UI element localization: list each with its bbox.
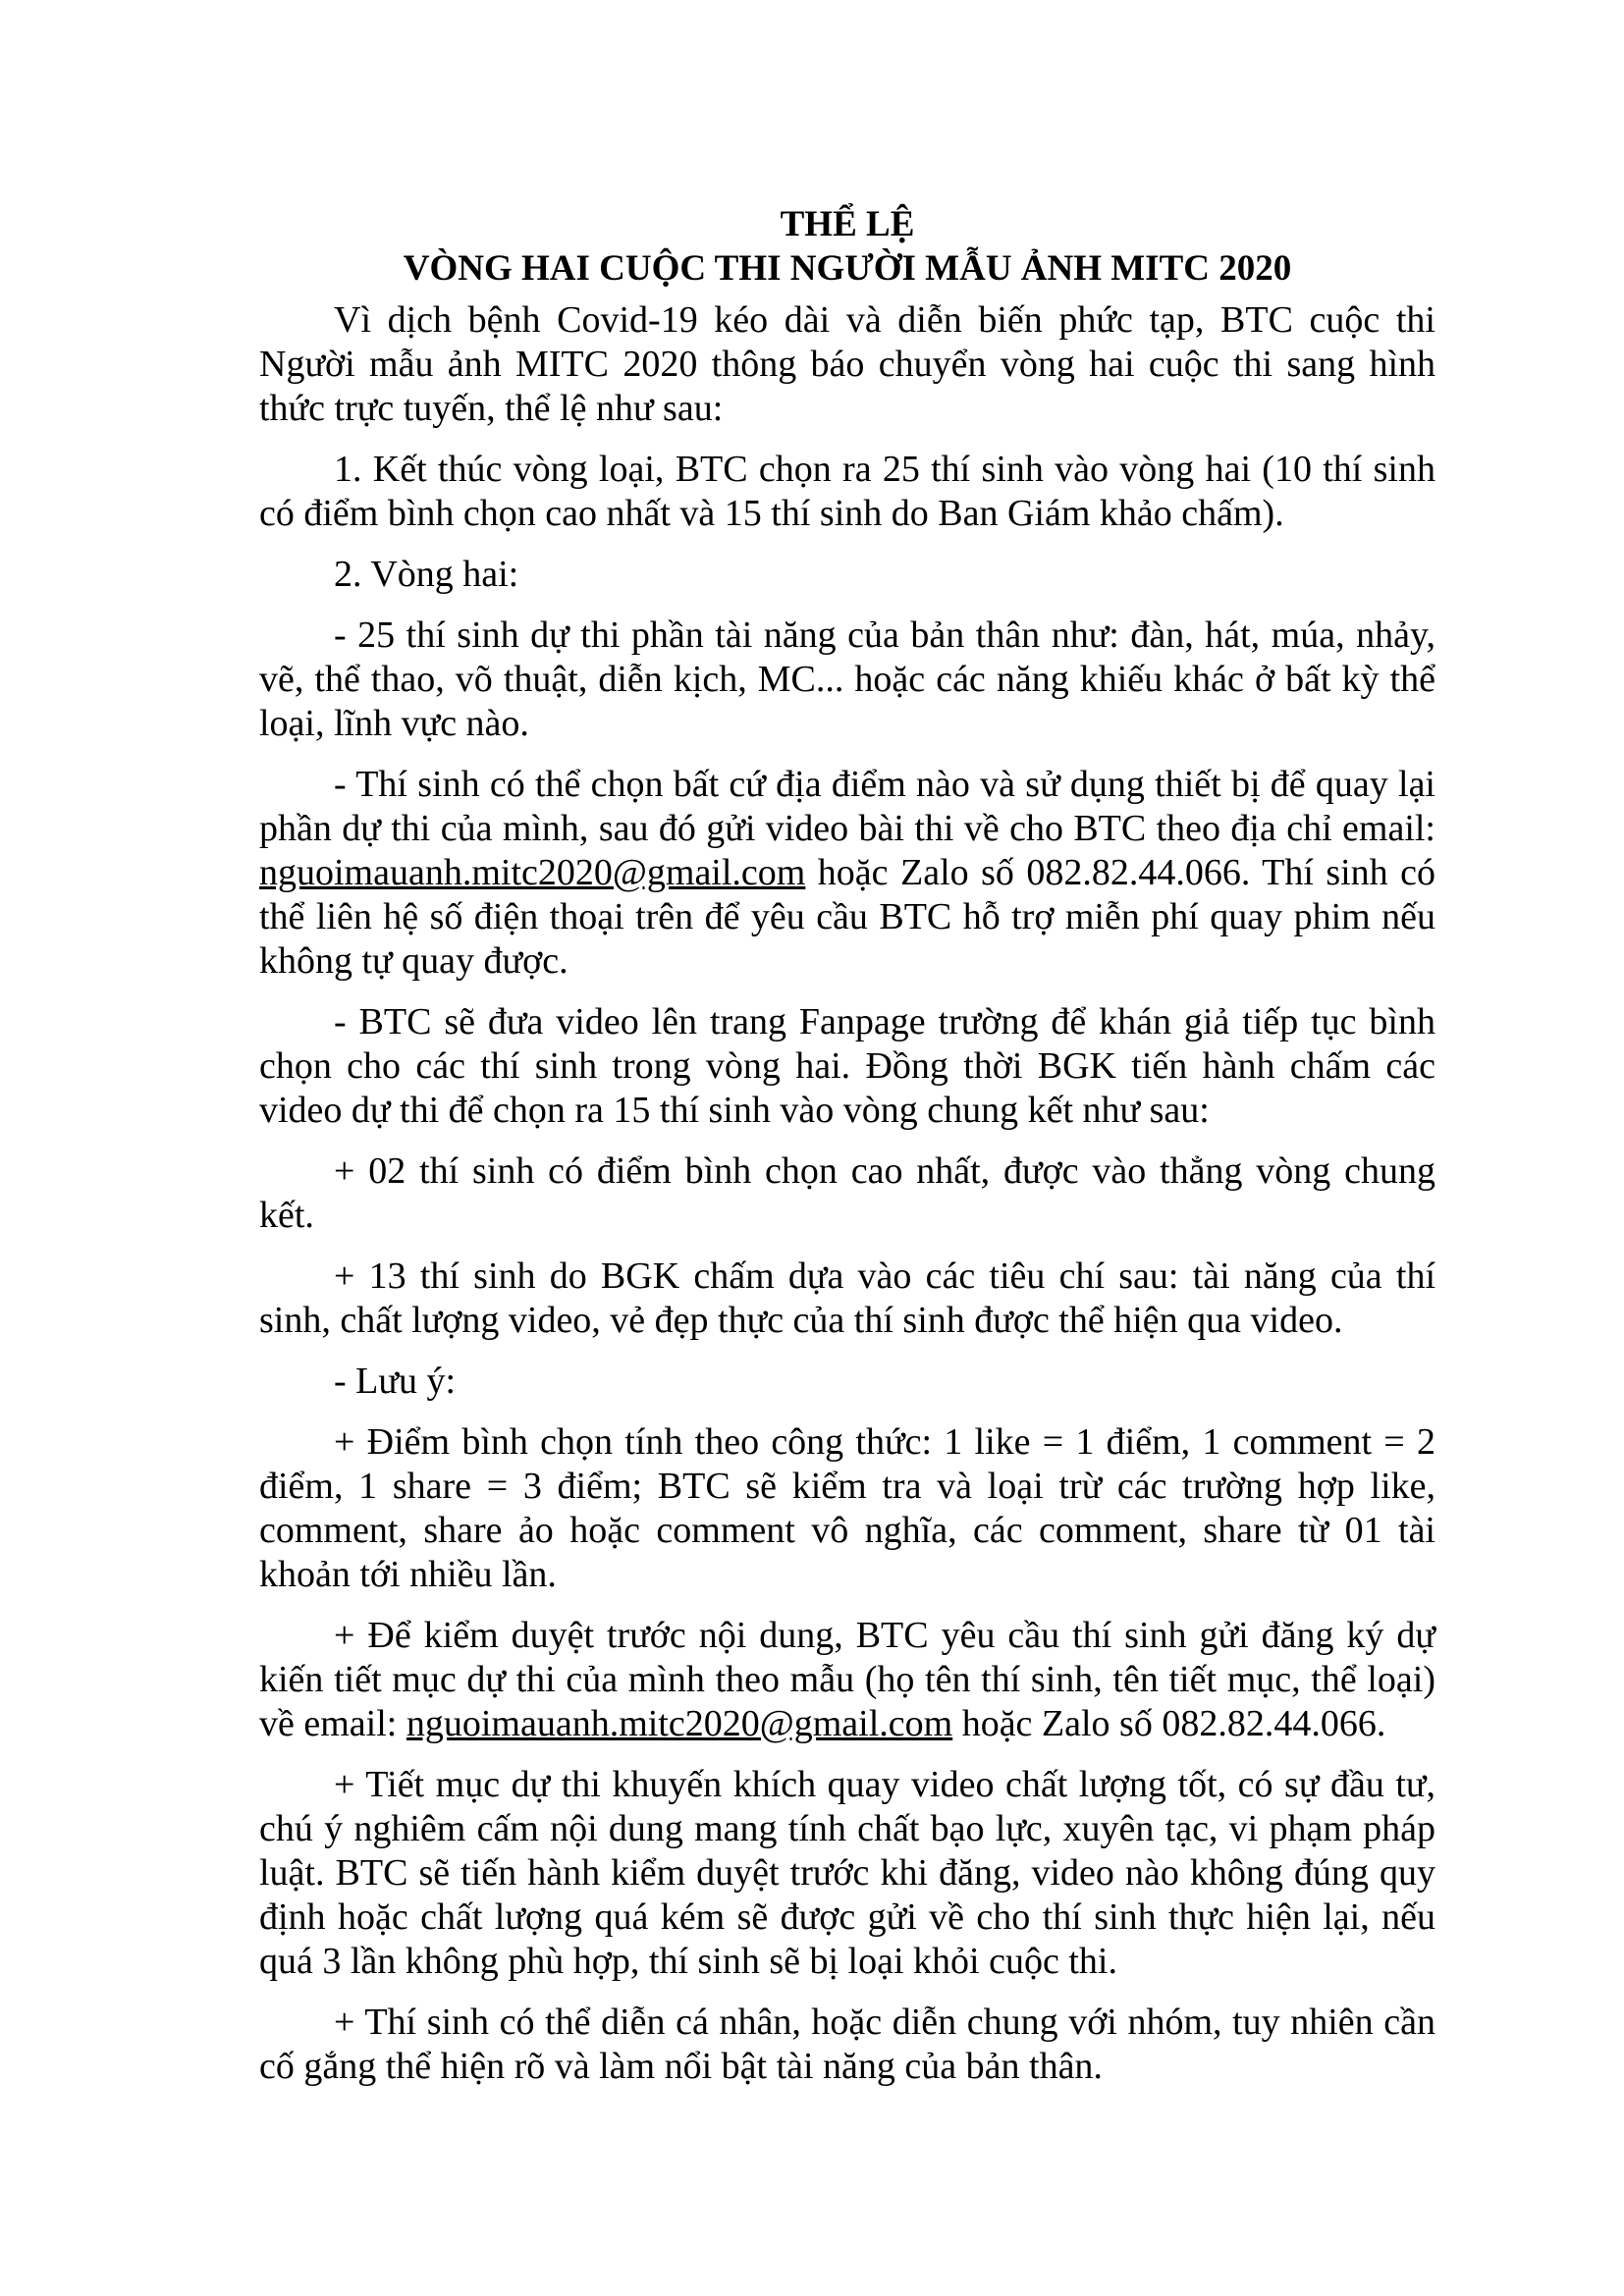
note-scoring-paragraph: + Điểm bình chọn tính theo công thức: 1 like = 1 điểm, 1 comment = 2 điểm, 1 share = 3 điểm; BTC sẽ kiểm tra và loại trừ các trường hợp like, comment, share ảo hoặc comment vô nghĩa, các comment, share từ 01 tài khoản tới nhiều lần. [259,1421,1435,1595]
registration-text-after: hoặc Zalo số 082.82.44.066. [952,1703,1386,1744]
note-quality-paragraph: + Tiết mục dự thi khuyến khích quay video chất lượng tốt, có sự đầu tư, chú ý nghiêm cấm nội dung mang tính chất bạo lực, xuyên tạc, vi phạm pháp luật. BTC sẽ tiến hành kiểm duyệt trước khi đăng, video nào không đúng quy định hoặc chất lượng quá kém sẽ được gửi về cho thí sinh thực hiện lại, nếu quá 3 lần không phù hợp, thí sinh sẽ bị loại khỏi cuộc thi. [259,1764,1435,1982]
submission-text-after: hoặc Zalo số 082.82.44.066. Thí sinh có thể liên hệ số điện thoại trên để yêu cầu BTC hỗ trợ miễn phí quay phim nếu không tự quay được. [259,852,1435,982]
item-2-talent-paragraph: - 25 thí sinh dự thi phần tài năng của bản thân như: đàn, hát, múa, nhảy, vẽ, thể thao, võ thuật, diễn kịch, MC... hoặc các năng khiếu khác ở bất kỳ thể loại, lĩnh vực nào. [259,614,1435,744]
note-registration-paragraph [259,1614,1435,1746]
item-2-fanpage-paragraph: - BTC sẽ đưa video lên trang Fanpage trường để khán giả tiếp tục bình chọn cho các thí sinh trong vòng hai. Đồng thời BGK tiến hành chấm các video dự thi để chọn ra 15 thí sinh vào vòng chung kết như sau: [259,1001,1435,1131]
note-group-paragraph: + Thí sinh có thể diễn cá nhân, hoặc diễn chung với nhóm, tuy nhiên cần cố gắng thể hiện rõ và làm nổi bật tài năng của bản thân. [259,2002,1435,2087]
email-link[interactable]: nguoimauanh.mitc2020@gmail.com [259,852,806,893]
registration-text-before: + Để kiểm duyệt trước nội dung, BTC yêu cầu thí sinh gửi đăng ký dự kiến tiết mục dự thi của mình theo mẫu (họ tên thí sinh, tên tiết mục, thể loại) về email: [259,1615,1435,1744]
registration-email-link[interactable]: nguoimauanh.mitc2020@gmail.com [406,1703,953,1744]
item-2-heading: 2. Vòng hai: [334,554,519,595]
item-1-paragraph: 1. Kết thúc vòng loại, BTC chọn ra 25 thí sinh vào vòng hai (10 thí sinh có điểm bình chọn cao nhất và 15 thí sinh do Ban Giám khảo chấm). [259,449,1435,534]
item-2-direct-final-paragraph: + 02 thí sinh có điểm bình chọn cao nhất, được vào thẳng vòng chung kết. [259,1150,1435,1236]
document-title: THỂ LỆ [780,204,915,244]
note-heading: - Lưu ý: [334,1361,457,1402]
submission-text-before: - Thí sinh có thể chọn bất cứ địa điểm nào và sử dụng thiết bị để quay lại phần dự thi của mình, sau đó gửi video bài thi về cho BTC theo địa chỉ email: [259,764,1435,849]
intro-paragraph: Vì dịch bệnh Covid-19 kéo dài và diễn biến phức tạp, BTC cuộc thi Người mẫu ảnh MITC 2020 thông báo chuyển vòng hai cuộc thi sang hình thức trực tuyến, thể lệ như sau: [259,299,1435,429]
item-2-submission-paragraph [259,763,1435,984]
item-2-judges-paragraph: + 13 thí sinh do BGK chấm dựa vào các tiêu chí sau: tài năng của thí sinh, chất lượng video, vẻ đẹp thực của thí sinh được thể hiện qua video. [259,1255,1435,1341]
document-subtitle: VÒNG HAI CUỘC THI NGƯỜI MẪU ẢNH MITC 2020 [403,248,1292,289]
document-page [259,202,1435,2106]
